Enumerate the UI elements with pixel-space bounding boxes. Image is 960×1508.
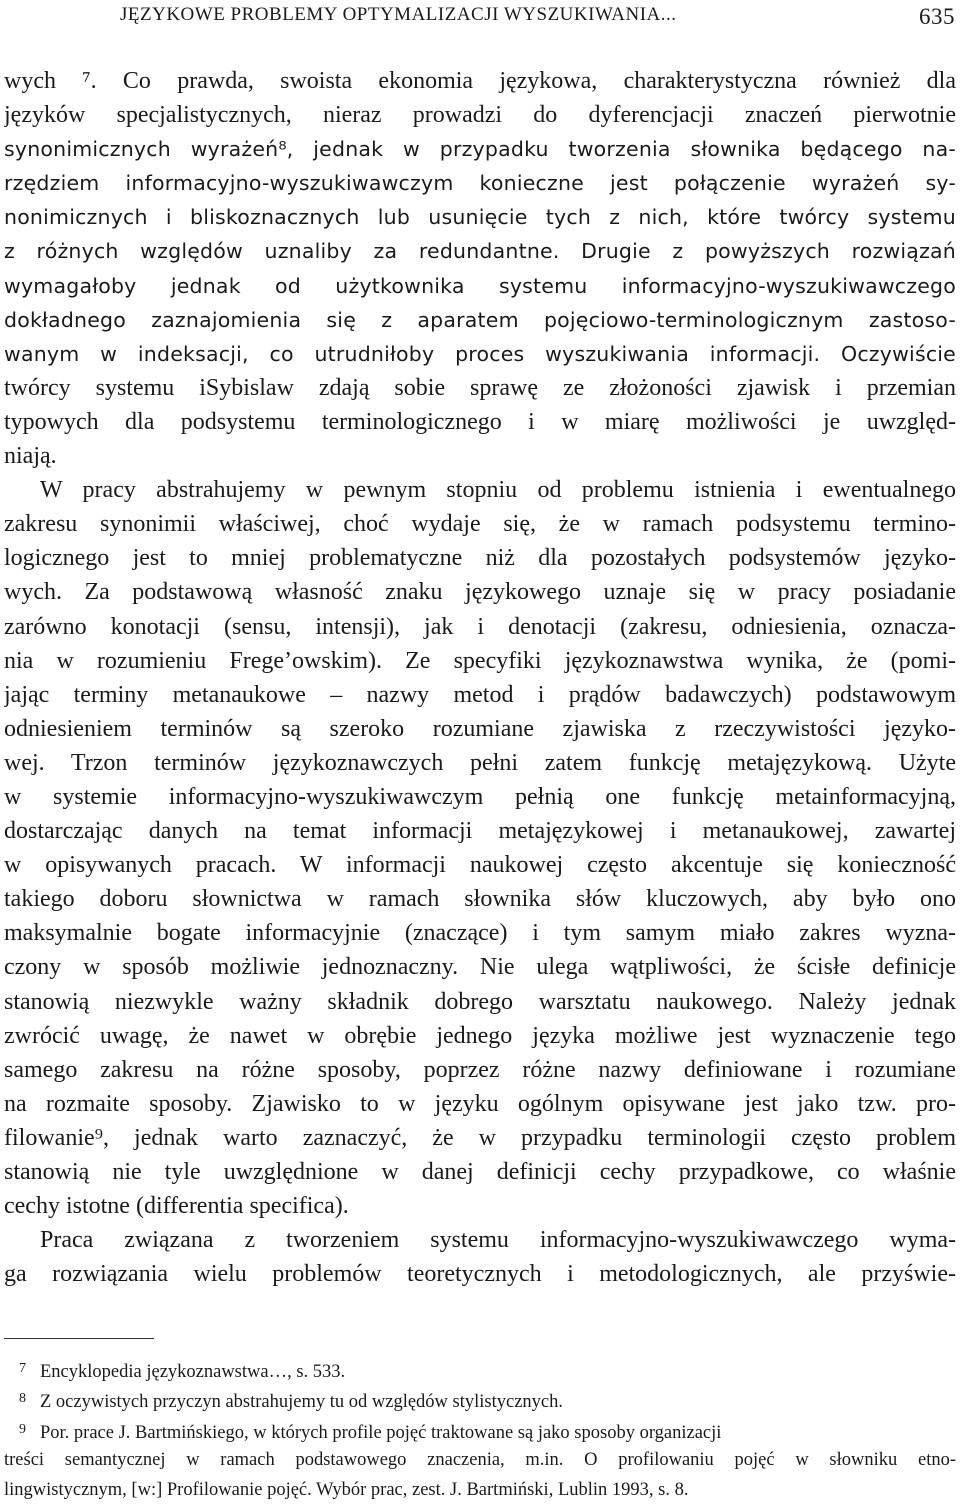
paragraph-start-line: W pracy abstrahujemy w pewnym stopniu od problemu istnienia i ewentualnego — [40, 477, 956, 504]
body-line: stanowią niezwykle ważny składnik dobrego warsztatu naukowego. Należy jednak — [4, 988, 956, 1015]
footnote-text: Encyklopedia językoznawstwa…, s. 533. — [40, 1362, 346, 1382]
body-line: takiego doboru słownictwa w ramach słownika słów kluczowych, aby było ono — [4, 886, 956, 913]
body-line: z różnych względów uznaliby za redundantne. Drugie z powyższych rozwiązań — [4, 239, 956, 264]
body-line: zakresu synonimii właściwej, choć wydaje się, że w ramach podsystemu termino- — [4, 511, 956, 538]
footnote — [4, 1354, 956, 1384]
body-line: twórcy systemu iSybislaw zdają sobie sprawę ze złożoności zjawisk i przemian — [4, 374, 956, 401]
body-line: maksymalnie bogate informacyjnie (znaczące) i tym samym miało zakres wyzna- — [4, 920, 956, 947]
footnote-text: Z oczywistych przyczyn abstrahujemy tu od względów stylistycznych. — [40, 1392, 563, 1413]
body-line: języków specjalistycznych, nieraz prowadzi do dyferencjacji znaczeń pierwotnie — [4, 102, 956, 129]
body-line: wej. Trzon terminów językoznawczych pełni zatem funkcję metajęzykową. Użyte — [4, 749, 956, 776]
footnote-separator — [4, 1338, 154, 1339]
body-line: dostarczając danych na temat informacji metajęzykowej i metanaukowej, zawartej — [4, 818, 956, 845]
body-line: samego zakresu na różne sposoby, poprzez różne nazwy definiowane i rozumiane — [4, 1056, 956, 1083]
running-head-title: JĘZYKOWE PROBLEMY OPTYMALIZACJI WYSZUKIWANIA... — [120, 4, 677, 25]
body-line: cechy istotne (differentia specifica). — [4, 1193, 349, 1220]
body-line: nia w rozumieniu Frege’owskim). Ze specyfiki językoznawstwa wynika, że (pomi- — [4, 647, 956, 674]
footnote-number: 9 — [19, 1421, 26, 1437]
paragraph-start-line: Praca związana z tworzeniem systemu informacyjno-wyszukiwawczego wyma- — [40, 1227, 956, 1254]
body-line: filowanie⁹, jednak warto zaznaczyć, że w przypadku terminologii często problem — [4, 1124, 956, 1151]
body-line: wymagałoby jednak od użytkownika systemu informacyjno-wyszukiwawczego — [4, 273, 956, 298]
body-line: wych ⁷. Co prawda, swoista ekonomia językowa, charakterystyczna również dla — [4, 68, 956, 94]
body-line: rzędziem informacyjno-wyszukiwawczym konieczne jest połączenie wyrażeń sy- — [4, 171, 956, 196]
body-line: synonimicznych wyrażeń⁸, jednak w przypadku tworzenia słownika będącego na- — [4, 137, 956, 162]
body-line: zwrócić uwagę, że nawet w obrębie jednego języka możliwe jest wyznaczenie tego — [4, 1022, 956, 1049]
body-line: typowych dla podsystemu terminologicznego i w miarę możliwości je uwzględ- — [4, 408, 956, 435]
body-line: stanowią nie tyle uwzględnione w danej definicji cechy przypadkowe, co właśnie — [4, 1159, 956, 1185]
body-line: wych. Za podstawową własność znaku językowego uznaje się w pracy posiadanie — [4, 579, 956, 606]
footnote — [4, 1384, 956, 1414]
body-line: dokładnego zaznajomienia się z aparatem pojęciowo-terminologicznym zastoso- — [4, 307, 956, 332]
footnotes — [4, 1354, 956, 1505]
footnote-number: 8 — [19, 1391, 26, 1407]
footnote-continuation: treści semantycznej w ramach podstawowego znaczenia, m.in. O profilowaniu pojęć w słowniku etno- — [4, 1449, 956, 1470]
body-line: ga rozwiązania wielu problemów teoretycznych i metodologicznych, ale przyświe- — [4, 1261, 956, 1288]
footnote-number: 7 — [19, 1361, 26, 1376]
body-text — [4, 64, 956, 1291]
body-line: jając terminy metanaukowe – nazwy metod i prądów badawczych) podstawowym — [4, 681, 956, 708]
body-line: czony w sposób możliwie jednoznaczny. Nie ulega wątpliwości, że ścisłe definicje — [4, 954, 956, 981]
page-number: 635 — [919, 4, 955, 29]
footnote-continuation: lingwistycznym, [w:] Profilowanie pojęć. Wybór prac, zest. J. Bartmiński, Lublin 1993, s. 8. — [4, 1480, 689, 1501]
body-line: niają. — [4, 443, 57, 470]
body-line: zarówno konotacji (sensu, intensji), jak i denotacji (zakresu, odniesienia, oznacza- — [4, 613, 956, 640]
body-line: w opisywanych pracach. W informacji naukowej często akcentuje się konieczność — [4, 852, 956, 879]
body-line: na rozmaite sposoby. Zjawisko to w języku ogólnym opisywane jest jako tzw. pro- — [4, 1090, 956, 1117]
footnote-text: Por. prace J. Bartmińskiego, w których profile pojęć traktowane są jako sposoby organizacji — [40, 1422, 722, 1443]
body-line: wanym w indeksacji, co utrudniłoby proces wyszukiwania informacji. Oczywiście — [4, 341, 956, 366]
body-line: nonimicznych i bliskoznacznych lub usunięcie tych z nich, które twórcy systemu — [4, 205, 956, 230]
footnote — [4, 1415, 956, 1445]
body-line: logicznego jest to mniej problematyczne niż dla pozostałych podsystemów języko- — [4, 545, 956, 572]
running-head — [120, 4, 955, 32]
body-line: w systemie informacyjno-wyszukiwawczym pełnią one funkcję metainformacyjną, — [4, 783, 956, 810]
body-line: odniesieniem terminów są szeroko rozumiane zjawiska z rzeczywistości języko- — [4, 715, 956, 742]
